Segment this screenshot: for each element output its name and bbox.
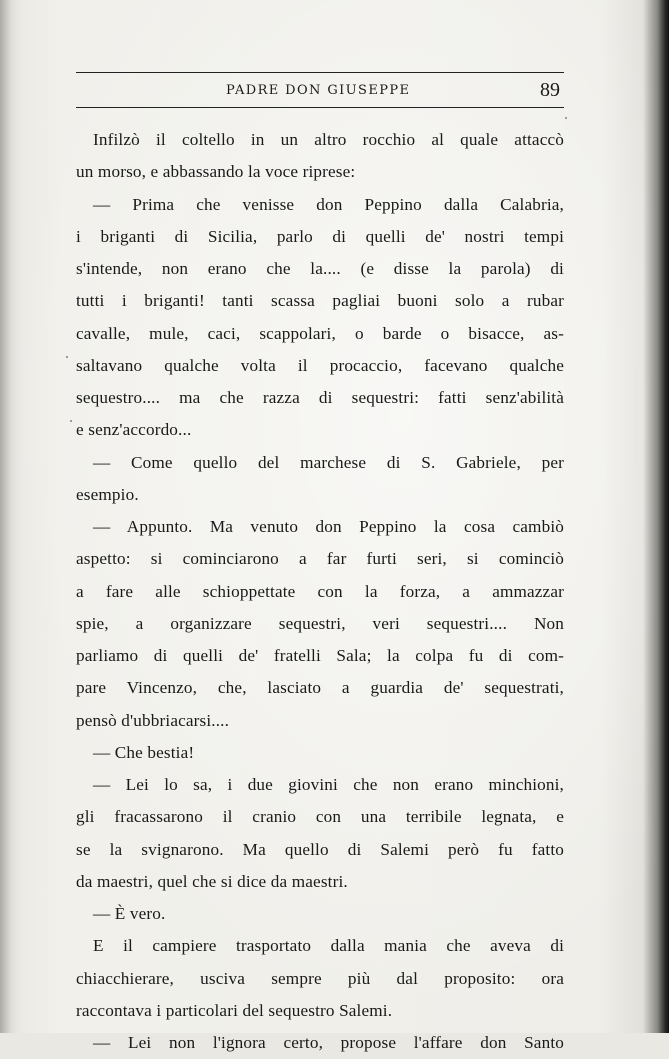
text-line: sequestro.... ma che razza di sequestri: fatti senz'abilità <box>76 388 564 407</box>
text-line: chiacchierare, usciva sempre più dal proposito: ora <box>76 968 564 988</box>
text-line: — Lei lo sa, i due giovini che non erano minchioni, <box>93 775 564 794</box>
text-line: parliamo di quelli de' fratelli Sala; la colpa fu di com- <box>76 646 564 665</box>
body-text <box>76 124 564 1059</box>
text-line: — Lei non l'ignora certo, propose l'affare don Santo <box>93 1033 564 1052</box>
text-line: cavalle, mule, caci, scappolari, o barde o bisacce, as- <box>76 323 564 343</box>
header-rule-top <box>76 72 564 73</box>
text-line: se la svignarono. Ma quello di Salemi però fu fatto <box>76 839 564 859</box>
page-edge-shadow <box>643 0 669 1033</box>
text-line: — Appunto. Ma venuto don Peppino la cosa cambiò <box>93 517 564 536</box>
text-line: Infilzò il coltello in un altro rocchio al quale attaccò <box>93 130 564 149</box>
text-line: spie, a organizzare sequestri, veri sequestri.... Non <box>76 613 564 633</box>
scan-speck <box>66 356 68 358</box>
text-line: saltavano qualche volta il procaccio, facevano qualche <box>76 355 564 375</box>
text-line: esempio. <box>76 484 139 504</box>
text-line: — È vero. <box>93 904 166 923</box>
text-line: gli fracassarono il cranio con una terribile legnata, e <box>76 807 564 827</box>
text-line: — Come quello del marchese di S. Gabriele, per <box>93 452 564 472</box>
text-line: pensò d'ubbriacarsi.... <box>76 710 230 730</box>
running-head-title: PADRE DON GIUSEPPE <box>226 83 411 98</box>
text-line: — Che bestia! <box>93 742 195 762</box>
page-gutter-shadow <box>0 0 12 1033</box>
page-number: 89 <box>540 79 560 101</box>
text-line: raccontava i particolari del sequestro Salemi. <box>76 1000 393 1020</box>
text-line: e senz'accordo... <box>76 420 192 440</box>
text-line: tutti i briganti! tanti scassa pagliai buoni solo a rubar <box>76 291 564 311</box>
running-head <box>76 80 564 104</box>
scan-speck <box>70 420 72 422</box>
text-line: a fare alle schioppettate con la forza, a ammazzar <box>76 581 564 601</box>
text-line: s'intende, non erano che la.... (e disse la parola) di <box>76 259 564 278</box>
text-line: un morso, e abbassando la voce riprese: <box>76 162 356 182</box>
header-rule-bottom <box>76 107 564 108</box>
text-line: — Prima che venisse don Peppino dalla Calabria, <box>93 194 564 214</box>
text-line: aspetto: si cominciarono a far furti seri, si cominciò <box>76 549 564 569</box>
scan-speck <box>565 117 567 119</box>
text-line: i briganti di Sicilia, parlo di quelli de' nostri tempi <box>76 226 564 246</box>
text-line: pare Vincenzo, che, lasciato a guardia de' sequestrati, <box>76 678 564 698</box>
text-line: da maestri, quel che si dice da maestri. <box>76 871 348 891</box>
text-line: E il campiere trasportato dalla mania che aveva di <box>93 936 564 956</box>
